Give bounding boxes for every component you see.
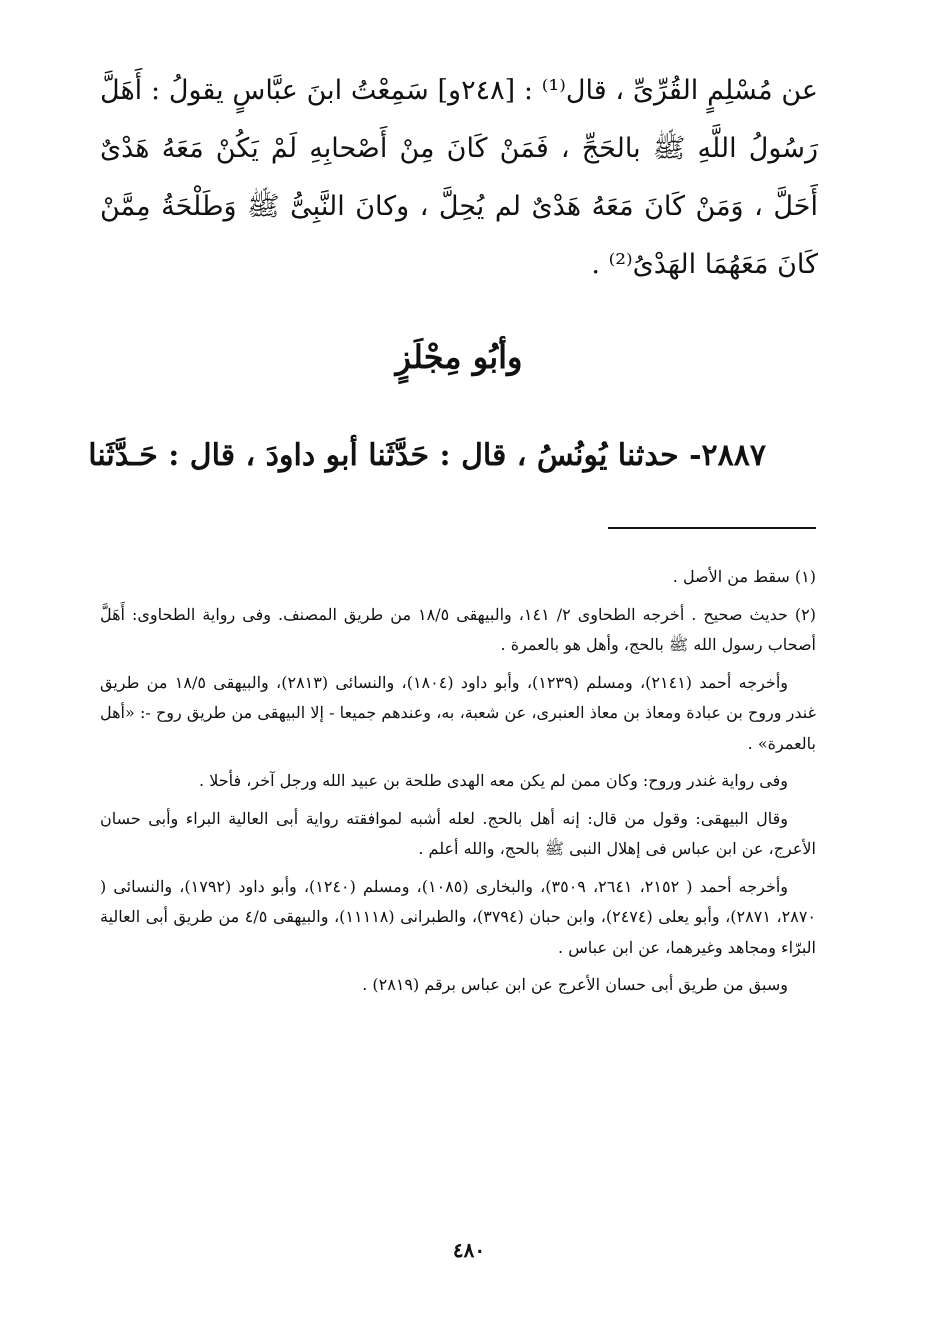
footnote-2-paragraph: وأخرجه أحمد ( ٢١٥٢، ٢٦٤١، ٣٥٠٩)، والبخارى (١٠٨٥)، ومسلم (١٢٤٠)، وأبو داود (١٧٩٢)، والنسائى ( ٢٨٧٠، ٢٨٧١)، وأبو يعلى (٢٤٧٤)، وابن حبان (٣٧٩٤)، والطبرانى (١١١١٨)، والبيهقى ٤/٥ من طريق أبى العالية البرّاء ومجاهد وغيرهما، عن ابن عباس . [100, 876, 817, 957]
hadith-paragraph: عن مُسْلِمٍ القُرِّىِّ ، قال⁽¹⁾ : [٢٤٨و] سَمِعْتُ ابنَ عبَّاسٍ يقولُ : أَهَلَّ رَسُولُ اللَّهِ ﷺ بالحَجِّ ، فَمَنْ كَانَ مِنْ أَصْحابِهِ لَمْ يَكُنْ مَعَهُ هَدْىٌ أَحَلَّ ، وَمَنْ كَانَ مَعَهُ هَدْىٌ لم يُحِلَّ ، وكانَ النَّبِىُّ ﷺ وَطَلْحَةُ مِمَّنْ كَانَ مَعَهُمَا الهَدْىُ⁽²⁾ . [100, 75, 818, 280]
footnote-1: (١) سقط من الأصل . [672, 567, 816, 586]
hadith-text [100, 62, 818, 294]
hadith-opening-line: ٢٨٨٧- حدثنا يُونُسُ ، قال : حَدَّثَنا أبو داودَ ، قال : حَـدَّثَنا [88, 438, 766, 473]
footnote-2: (٢) حديث صحيح . أخرجه الطحاوى ٢/ ١٤١، والبيهقى ١٨/٥ من طريق المصنف. وفى رواية الطحاوى: أَهَلَّ أصحاب رسول الله ﷺ بالحج، وأهل هو بالعمرة . [100, 604, 816, 654]
footnote-2-paragraph: وقال البيهقى: وقول من قال: إنه أهل بالحج. لعله أشبه لموافقته رواية أبى العالية البراء وأبى حسان الأعرج، عن ابن عباس فى إهلال النبى ﷺ بالحج، والله أعلم . [100, 808, 816, 858]
footnote-2-paragraph: وأخرجه أحمد (٢١٤١)، ومسلم (١٢٣٩)، وأبو داود (١٨٠٤)، والنسائى (٢٨١٣)، والبيهقى ١٨/٥ من طريق غندر وروح بن عبادة ومعاذ بن معاذ العنبرى، عن شعبة، به، وعندهم جميعا - إلا البيهقى من طريق روح -: «أهل بالعمرة» . [100, 672, 816, 753]
page-number: ٤٨٠ [452, 1238, 486, 1262]
footnote-2-paragraph: وسبق من طريق أبى حسان الأعرج عن ابن عباس برقم (٢٨١٩) . [362, 975, 788, 994]
footnote-divider [608, 527, 816, 529]
footnote-2-paragraph: وفى رواية غندر وروح: وكان ممن لم يكن معه الهدى طلحة بن عبيد الله ورجل آخر، فأحلا . [199, 771, 788, 790]
footnotes [100, 562, 816, 1008]
section-heading: وأبُو مِجْلَزٍ [395, 338, 523, 376]
